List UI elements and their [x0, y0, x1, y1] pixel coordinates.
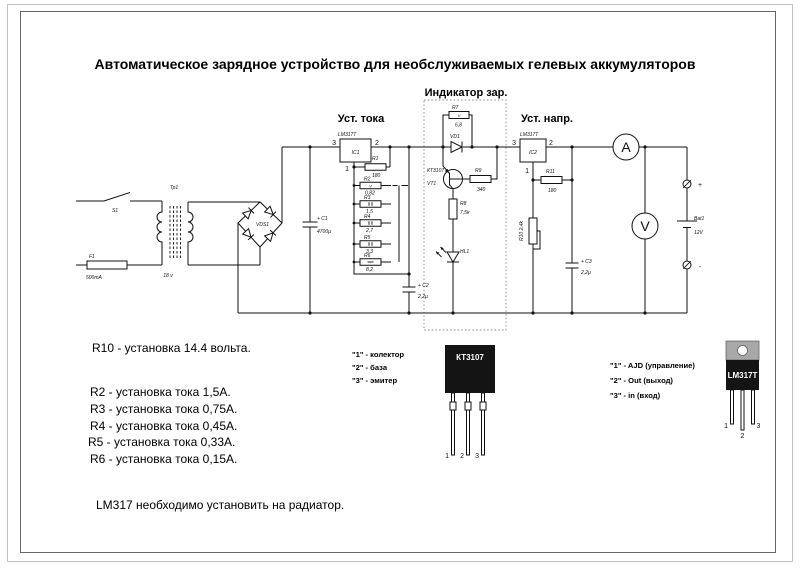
section-label-indicator: Индикатор зар. — [424, 87, 508, 99]
r8-ref: R8 — [460, 201, 467, 207]
r7-ref: R7 — [452, 105, 459, 111]
r6-ref: R6 — [364, 253, 371, 259]
battery-voltage: 12V — [694, 230, 703, 236]
voltmeter-letter: V — [640, 218, 650, 234]
ic2-type: LM317T — [520, 132, 539, 138]
note-r10: R10 - установка 14.4 вольта. — [92, 341, 251, 355]
r5-value: 3,3 — [366, 249, 373, 255]
kt3107-pin-2: 2 — [460, 453, 464, 460]
kt3107-legend-1: "1" - колектор — [352, 350, 404, 359]
r2-value: 0,82 — [365, 190, 375, 197]
resistor-r11 — [541, 169, 562, 194]
r8-body — [449, 199, 457, 219]
r9-body — [470, 176, 491, 183]
ic2-ref: IC2 — [529, 150, 537, 156]
vt1-type: КТ3107 — [427, 168, 445, 174]
transformer-label: Тр1 — [169, 185, 179, 191]
cap-c1 — [303, 216, 332, 235]
section-label-current: Уст. тока — [337, 113, 385, 125]
vd1-diode — [451, 142, 462, 153]
kt3107-pin-3: 3 — [475, 453, 479, 460]
r5-ref: R5 — [364, 235, 371, 241]
vd1-label: VD1 — [450, 134, 460, 140]
vt1-ref: VT1 — [427, 181, 437, 187]
bridge-label: VDS1 — [256, 222, 270, 228]
lm317-legend-1: "1" - AJD (управление) — [610, 361, 695, 370]
secondary-voltage-label: 18 v — [163, 273, 173, 279]
r9-value: 340 — [477, 187, 486, 193]
r1-value: 180 — [372, 173, 381, 179]
battery-bat1 — [677, 180, 705, 271]
kt3107-leads — [450, 393, 486, 455]
hl1-label: HL1 — [460, 249, 470, 255]
inner-border — [21, 12, 776, 553]
r11-value: 180 — [548, 188, 557, 194]
lm317-pin-2: 2 — [740, 433, 745, 440]
r8-value: 7,5k — [460, 210, 470, 216]
r2-power-mark: V — [369, 183, 372, 189]
kt3107-pinout — [352, 345, 495, 460]
r4-ref: R4 — [364, 214, 371, 220]
kt3107-legend-2: "2" - база — [352, 363, 388, 372]
r11-ref: R11 — [546, 169, 555, 175]
trimmer-r10 — [519, 218, 537, 244]
transformer-core — [170, 206, 181, 260]
lm317-pin-1: 1 — [724, 423, 728, 430]
cap-c2 — [403, 283, 429, 300]
kt3107-package-label: КТ3107 — [456, 353, 484, 362]
page-frame — [8, 5, 793, 562]
r3-ref: R3 — [364, 195, 371, 201]
lm317-pinout — [610, 341, 761, 440]
r9-ref: R9 — [475, 168, 482, 174]
plus-sign: + — [698, 182, 703, 189]
bridge-vds1 — [238, 202, 282, 247]
switch-label: S1 — [111, 208, 119, 214]
note-r2: R2 - установка тока 1,5А. — [90, 385, 231, 399]
r7-power-mark: V — [457, 112, 461, 118]
note-r4: R4 - установка тока 0,45А. — [90, 419, 238, 433]
fuse-value: 500mA — [86, 275, 102, 281]
note-r5: R5 - установка тока 0,33А. — [88, 435, 236, 449]
fuse-body — [87, 261, 127, 269]
r3-value: 1,5 — [366, 209, 373, 215]
battery-label: Bat1 — [694, 216, 705, 222]
ammeter — [613, 134, 639, 160]
cap-c3-label: + C3 — [581, 259, 592, 265]
fuse-label: F1 — [89, 254, 95, 260]
cap-c1-label: + C1 — [317, 216, 328, 222]
lm317-mount-hole — [738, 346, 748, 356]
ic1-pin2: 2 — [375, 140, 379, 147]
ic1-ref: IC1 — [351, 150, 360, 156]
r10-label: R10 2,4k — [519, 220, 525, 242]
note-heatsink: LM317 необходимо установить на радиатор. — [96, 498, 345, 512]
lm317-legend-3: "3" - in (вход) — [610, 391, 661, 400]
hl1-led — [447, 252, 459, 262]
kt3107-pin-1: 1 — [445, 453, 449, 460]
lm317-pin-3: 3 — [756, 423, 761, 430]
r7-value: 6,8 — [455, 122, 462, 129]
lm317-legend-2: "2" - Out (выход) — [610, 376, 673, 385]
switch-s1 — [112, 208, 118, 214]
lm317-package-label: LM317T — [727, 371, 758, 380]
wires — [76, 112, 687, 313]
r6-value: 8,2 — [366, 267, 373, 273]
note-r6: R6 - установка тока 0,15А. — [90, 452, 238, 466]
outer-border — [8, 5, 793, 562]
cap-c3-value: 2,2µ — [581, 270, 591, 276]
ammeter-letter: A — [621, 139, 631, 155]
notes — [88, 341, 344, 512]
ic1-pin3: 3 — [332, 140, 336, 147]
current-set-resistors — [360, 177, 381, 274]
r2-ref: R2 — [364, 176, 371, 183]
ic2-pin2: 2 — [549, 140, 553, 147]
page-title: Автоматическое зарядное устройство для необслуживаемых гелевых аккумуляторов — [94, 56, 696, 72]
lm317-leads — [731, 390, 755, 430]
voltmeter — [632, 213, 658, 239]
ic1-pin1: 1 — [345, 166, 349, 173]
note-r3: R3 - установка тока 0,75А. — [90, 402, 238, 416]
ic2-pin3: 3 — [512, 140, 516, 147]
r1-ref: R1 — [372, 156, 379, 162]
ic1-type: LM317T — [338, 132, 357, 138]
kt3107-legend-3: "3" - эмитер — [352, 376, 398, 385]
fuse-f1 — [86, 254, 127, 281]
cap-c2-label: + C2 — [418, 283, 429, 289]
indicator-circuit — [427, 105, 491, 262]
cap-c3 — [566, 259, 592, 276]
cap-c2-value: 2,2µ — [418, 294, 428, 300]
r4-value: 2,7 — [366, 228, 373, 234]
section-label-voltage: Уст. напр. — [521, 113, 573, 125]
minus-sign: - — [699, 264, 702, 271]
ic2-pin1: 1 — [525, 168, 529, 175]
transformer-tr1 — [163, 185, 180, 279]
cap-c1-value: 4700µ — [317, 229, 332, 235]
